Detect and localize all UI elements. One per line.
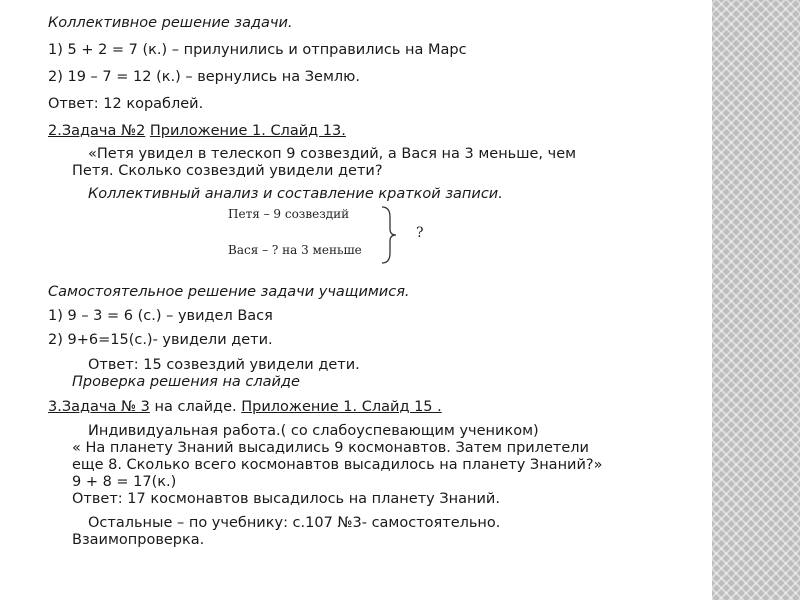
task-3-text-line-1: « На планету Знаний высадились 9 космонавтов. Затем прилетели xyxy=(72,440,589,456)
task-3-on-slide: на слайде. xyxy=(149,399,242,415)
task-3-heading xyxy=(48,398,442,416)
task-2-label: 2.Задача №2 xyxy=(48,123,146,139)
solution-step-2: 2) 19 – 7 = 12 (к.) – вернулись на Землю. xyxy=(48,69,360,85)
appendix-slide-13-link[interactable]: Приложение 1. Слайд 13. xyxy=(149,123,346,139)
independent-step-2: 2) 9+6=15(с.)- увидели дети. xyxy=(48,332,273,348)
peer-review-note: Взаимопроверка. xyxy=(72,532,205,548)
answer-2: Ответ: 15 созвездий увидели дети. xyxy=(88,357,360,373)
short-record-diagram xyxy=(228,205,438,265)
remaining-tasks-note: Остальные – по учебнику: с.107 №3- самостоятельно. xyxy=(88,515,501,531)
check-on-slide-note: Проверка решения на слайде xyxy=(72,374,300,390)
task-2-text-line-2: Петя. Сколько созвездий увидели дети? xyxy=(72,163,383,179)
task-3-label: 3.Задача № 3 xyxy=(48,399,150,415)
appendix-slide-15-link[interactable]: Приложение 1. Слайд 15 . xyxy=(241,399,442,415)
diagram-question-mark: ? xyxy=(416,225,424,241)
diagram-row-vasya: Вася – ? на 3 меньше xyxy=(228,243,362,257)
decorative-sidebar xyxy=(712,0,800,600)
solution-step-1: 1) 5 + 2 = 7 (к.) – прилунились и отправились на Марс xyxy=(48,42,467,58)
individual-work-note: Индивидуальная работа.( со слабоуспевающим учеником) xyxy=(88,423,539,439)
answer-1: Ответ: 12 кораблей. xyxy=(48,96,204,112)
task-2-text-line-1: «Петя увидел в телескоп 9 созвездий, а Вася на 3 меньше, чем xyxy=(88,146,577,162)
diagram-row-petya: Петя – 9 созвездий xyxy=(228,207,350,221)
curly-brace-icon xyxy=(378,205,398,265)
task-3-text-line-2: еще 8. Сколько всего космонавтов высадилось на планету Знаний?» xyxy=(72,457,603,473)
task-3-solution: 9 + 8 = 17(к.) xyxy=(72,474,177,490)
independent-step-1: 1) 9 – 3 = 6 (с.) – увидел Вася xyxy=(48,308,273,324)
task-2-heading xyxy=(48,122,346,140)
collective-analysis-note: Коллективный анализ и составление краткой записи. xyxy=(88,186,503,202)
independent-solution-heading: Самостоятельное решение задачи учащимися. xyxy=(48,284,410,300)
answer-3: Ответ: 17 космонавтов высадилось на планету Знаний. xyxy=(72,491,500,507)
heading-collective-solution: Коллективное решение задачи. xyxy=(48,15,293,31)
